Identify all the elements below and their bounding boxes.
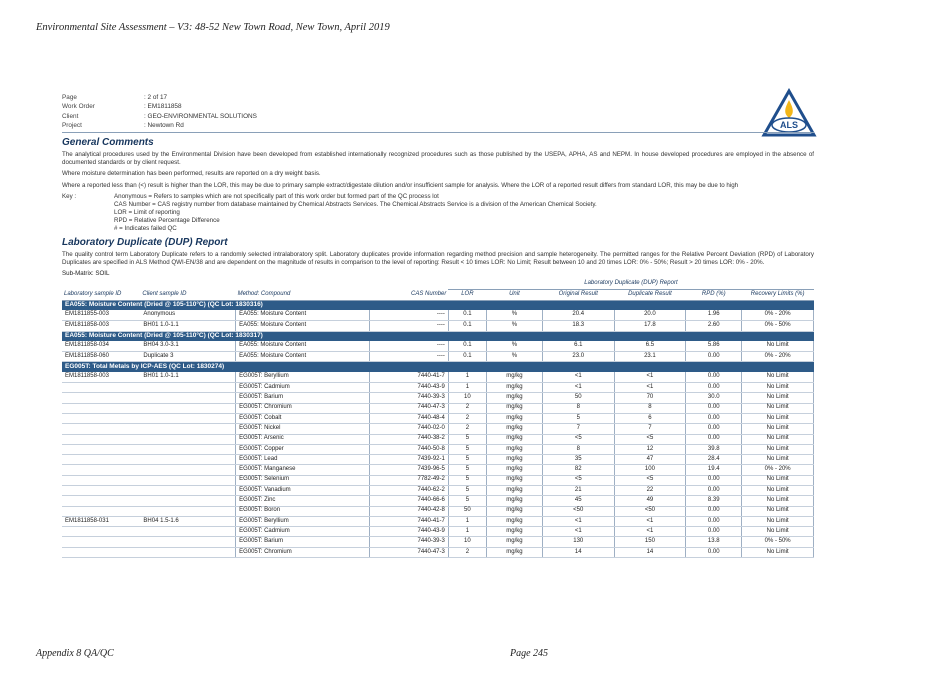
table-cell: EG005T: Copper [236,444,370,454]
meta-value: : GEO-ENVIRONMENTAL SOLUTIONS [144,112,257,120]
table-cell: EG005T: Manganese [236,465,370,475]
general-paragraph-2: Where moisture determination has been performed, results are reported on a dry weight basis. [62,170,321,178]
column-header: Unit [486,289,542,300]
column-header: Client sample ID [140,289,235,300]
table-cell [140,547,235,557]
table-cell: 130 [542,537,614,547]
table-cell: 8 [542,403,614,413]
table-row [62,393,814,403]
meta-key: Work Order [62,103,95,111]
table-cell: 5 [448,496,486,506]
table-cell: 7440-42-8 [370,506,448,516]
table-cell [62,393,140,403]
table-cell: No Limit [742,516,814,526]
duplicate-results-table [62,279,814,558]
key-item: # = Indicates failed QC [114,224,177,232]
footer-appendix: Appendix 8 QA/QC [36,648,114,659]
table-cell [62,506,140,516]
table-cell: EG005T: Vanadium [236,486,370,496]
table-body [62,300,814,557]
table-cell: 1 [448,372,486,382]
table-cell: mg/kg [486,383,542,393]
table-cell [140,444,235,454]
table-cell: 7440-47-3 [370,547,448,557]
table-cell: 0.00 [686,434,742,444]
table-cell: 50 [448,506,486,516]
table-cell: 5 [448,444,486,454]
table-cell: No Limit [742,403,814,413]
table-cell: 22 [614,486,686,496]
table-cell: 7439-92-1 [370,455,448,465]
table-cell [62,383,140,393]
report-meta [62,94,814,130]
table-cell: BH04 3.0-3.1 [140,341,235,351]
table-cell: <1 [542,383,614,393]
table-cell: mg/kg [486,403,542,413]
table-cell [140,424,235,434]
table-row [62,527,814,537]
table-row [62,403,814,413]
table-cell: 39.8 [686,444,742,454]
table-cell: <5 [542,475,614,485]
table-cell: <1 [542,516,614,526]
table-cell: Anonymous [140,310,235,320]
table-cell [62,527,140,537]
table-cell: 7440-62-2 [370,486,448,496]
table-cell: BH04 1.5-1.6 [140,516,235,526]
table-row [62,547,814,557]
table-cell: 30.0 [686,393,742,403]
table-cell: <1 [614,516,686,526]
qc-lot-section [62,362,814,372]
table-cell: 0.00 [686,506,742,516]
table-cell: mg/kg [486,465,542,475]
table-cell: <50 [542,506,614,516]
table-cell: 8.39 [686,496,742,506]
table-cell: No Limit [742,372,814,382]
table-cell: EG005T: Cadmium [236,527,370,537]
table-cell: EA055: Moisture Content [236,341,370,351]
meta-value: : 2 of 17 [144,94,168,101]
table-cell: 0.00 [686,516,742,526]
table-cell: No Limit [742,341,814,351]
table-cell: 20.0 [614,310,686,320]
table-cell: mg/kg [486,496,542,506]
table-cell: 0.00 [686,424,742,434]
table-cell: 1 [448,516,486,526]
table-cell: 21 [542,486,614,496]
table-cell: 0.00 [686,547,742,557]
table-cell: EG005T: Selenium [236,475,370,485]
table-cell: % [486,352,542,362]
section-title: EA055: Moisture Content (Dried @ 105-110°C) (QC Lot: 1830316) [62,300,814,310]
table-cell: No Limit [742,506,814,516]
table-cell: 28.4 [686,455,742,465]
table-cell: EM1811855-003 [62,310,140,320]
table-cell: 0% - 20% [742,310,814,320]
table-cell [62,403,140,413]
table-cell: 0.00 [686,403,742,413]
table-cell: mg/kg [486,475,542,485]
table-cell: 7440-02-0 [370,424,448,434]
column-header: RPD (%) [686,289,742,300]
table-cell: 5.86 [686,341,742,351]
table-cell [62,455,140,465]
qc-lot-section [62,300,814,310]
table-row [62,372,814,382]
table-row [62,537,814,547]
table-cell: EG005T: Barium [236,537,370,547]
table-cell: <1 [614,383,686,393]
table-cell: EG005T: Boron [236,506,370,516]
table-cell: 6.5 [614,341,686,351]
table-cell: No Limit [742,444,814,454]
table-cell: EG005T: Chromium [236,403,370,413]
key-legend [62,193,814,233]
table-cell: 1 [448,527,486,537]
table-cell: <5 [614,475,686,485]
table-cell [62,475,140,485]
table-cell: 5 [542,413,614,423]
table-cell: 23.0 [542,352,614,362]
table-cell: BH01 1.0-1.1 [140,372,235,382]
table-cell: 2 [448,413,486,423]
table-cell: No Limit [742,527,814,537]
table-cell: 23.1 [614,352,686,362]
document-running-header: Environmental Site Assessment – V3: 48-52 New Town Road, New Town, April 2019 [36,22,390,33]
table-cell: 0.1 [448,341,486,351]
table-cell: EA055: Moisture Content [236,321,370,331]
table-cell: mg/kg [486,506,542,516]
table-cell: 10 [448,537,486,547]
table-cell: EG005T: Barium [236,393,370,403]
table-cell: ---- [370,321,448,331]
table-cell: 2 [448,403,486,413]
table-cell: 0.1 [448,352,486,362]
table-cell: <5 [614,434,686,444]
table-cell: 13.8 [686,537,742,547]
table-row [62,321,814,331]
section-title: EA055: Moisture Content (Dried @ 105-110°C) (QC Lot: 1830317) [62,331,814,341]
table-cell: 35 [542,455,614,465]
table-cell: 7782-49-2 [370,475,448,485]
table-cell: EG005T: Nickel [236,424,370,434]
meta-key: Client [62,112,79,120]
table-cell: 7440-66-6 [370,496,448,506]
table-cell: 7440-47-3 [370,403,448,413]
table-cell: mg/kg [486,372,542,382]
key-label: Key : [62,192,77,200]
meta-key: Project [62,121,82,129]
table-cell: 12 [614,444,686,454]
table-cell: 5 [448,475,486,485]
table-cell: EG005T: Arsenic [236,434,370,444]
table-cell: mg/kg [486,486,542,496]
table-cell [62,413,140,423]
table-row [62,310,814,320]
key-item: RPD = Relative Percentage Difference [114,216,220,224]
column-header: LOR [448,289,486,300]
table-cell: EM1811858-060 [62,352,140,362]
table-row [62,413,814,423]
column-header: Duplicate Result [614,289,686,300]
table-cell: 6.1 [542,341,614,351]
table-cell: 10 [448,393,486,403]
table-cell: 7440-50-8 [370,444,448,454]
table-cell: 0.00 [686,527,742,537]
table-cell [140,537,235,547]
table-cell: 0% - 50% [742,537,814,547]
table-cell [140,383,235,393]
column-header: Method: Compound [236,289,370,300]
table-cell [140,527,235,537]
meta-divider [62,132,814,133]
general-paragraph-3: Where a reported less than (<) result is higher than the LOR, this may be due to primary sample extract/digestate dilution and/or insufficient sample for analysis. Where the LOR of a reported result differs from standard LOR, this may be due to high [62,181,739,189]
table-row [62,475,814,485]
table-cell: 8 [542,444,614,454]
table-cell: EG005T: Cadmium [236,383,370,393]
table-cell: 7440-48-4 [370,413,448,423]
table-cell: 7440-39-3 [370,537,448,547]
table-cell: EG005T: Cobalt [236,413,370,423]
table-row [62,486,814,496]
lab-report [62,94,814,558]
table-cell: EG005T: Chromium [236,547,370,557]
general-paragraph-1: The analytical procedures used by the Environmental Division have been developed from established internationally recognized procedures such as those published by the USEPA, APHA, AS and NEPM. In house developed procedures are employed in the absence of documented standards or by client request. [62,151,814,167]
table-cell: No Limit [742,486,814,496]
table-cell: mg/kg [486,516,542,526]
meta-value: : EM1811858 [144,103,182,111]
table-cell: 20.4 [542,310,614,320]
table-cell: 50 [542,393,614,403]
table-cell: ---- [370,341,448,351]
table-cell: ---- [370,352,448,362]
table-cell: mg/kg [486,547,542,557]
table-row [62,444,814,454]
table-cell: 0.1 [448,310,486,320]
table-cell: % [486,321,542,331]
table-cell [140,434,235,444]
table-row [62,455,814,465]
table-cell: 0.00 [686,372,742,382]
table-cell: EM1811858-031 [62,516,140,526]
table-cell [62,444,140,454]
table-cell: 150 [614,537,686,547]
table-cell: 7440-39-3 [370,393,448,403]
table-cell: 1 [448,383,486,393]
table-cell: No Limit [742,424,814,434]
table-cell: 82 [542,465,614,475]
table-cell: 0.00 [686,352,742,362]
table-cell: BH01 1.0-1.1 [140,321,235,331]
table-cell: 47 [614,455,686,465]
column-header: CAS Number [370,289,448,300]
table-cell: 7439-96-5 [370,465,448,475]
table-cell: <5 [542,434,614,444]
table-cell: 5 [448,434,486,444]
table-cell: 70 [614,393,686,403]
table-cell: <1 [614,527,686,537]
table-cell [62,486,140,496]
table-cell: EG005T: Beryllium [236,372,370,382]
table-cell [62,424,140,434]
table-cell: No Limit [742,434,814,444]
table-cell [62,465,140,475]
table-cell: EM1811858-003 [62,372,140,382]
dup-report-title: Laboratory Duplicate (DUP) Report [62,236,228,248]
general-comments-title: General Comments [62,137,154,149]
table-cell: mg/kg [486,537,542,547]
table-row [62,424,814,434]
table-cell: <1 [542,372,614,382]
key-item: CAS Number = CAS registry number from database maintained by Chemical Abstracts Services. The Chemical Abstracts Service is a division of the American Chemical Society. [114,200,597,208]
table-row [62,516,814,526]
table-cell: 2 [448,547,486,557]
table-cell: 0.00 [686,486,742,496]
table-cell: 7440-43-9 [370,527,448,537]
table-row [62,465,814,475]
table-group-header: Laboratory Duplicate (DUP) Report [448,279,813,289]
table-cell: % [486,310,542,320]
table-cell [62,434,140,444]
table-cell: 14 [542,547,614,557]
table-cell: 0% - 20% [742,352,814,362]
table-cell: 19.4 [686,465,742,475]
table-cell: <50 [614,506,686,516]
table-cell: mg/kg [486,455,542,465]
table-cell [140,455,235,465]
table-cell: 7440-38-2 [370,434,448,444]
table-cell: 0.00 [686,413,742,423]
table-row [62,341,814,351]
table-cell: No Limit [742,475,814,485]
table-cell: mg/kg [486,444,542,454]
table-cell: 5 [448,455,486,465]
table-row [62,352,814,362]
table-cell: 6 [614,413,686,423]
table-cell: EG005T: Beryllium [236,516,370,526]
table-cell: EA055: Moisture Content [236,352,370,362]
table-cell [140,403,235,413]
table-cell: 7440-41-7 [370,516,448,526]
table-cell: No Limit [742,413,814,423]
section-title: EG005T: Total Metals by ICP-AES (QC Lot: 1830274) [62,362,814,372]
table-cell [62,537,140,547]
table-cell: EG005T: Lead [236,455,370,465]
table-cell [140,506,235,516]
table-cell: No Limit [742,455,814,465]
table-cell: No Limit [742,496,814,506]
table-cell: mg/kg [486,424,542,434]
table-cell: No Limit [742,547,814,557]
table-cell [140,465,235,475]
table-cell: 14 [614,547,686,557]
table-cell: 2.60 [686,321,742,331]
table-cell: 2 [448,424,486,434]
table-cell: 1.96 [686,310,742,320]
table-cell: EM1811858-003 [62,321,140,331]
column-header: Laboratory sample ID [62,289,140,300]
table-cell: EM1811858-034 [62,341,140,351]
table-row [62,496,814,506]
sub-matrix-label: Sub-Matrix: SOIL [62,270,110,277]
table-cell: 0.1 [448,321,486,331]
table-cell [62,496,140,506]
table-cell: 7440-41-7 [370,372,448,382]
table-cell: mg/kg [486,527,542,537]
table-cell: No Limit [742,383,814,393]
column-header: Original Result [542,289,614,300]
table-cell: 49 [614,496,686,506]
table-cell: 7440-43-9 [370,383,448,393]
table-cell: mg/kg [486,393,542,403]
table-cell: 0% - 20% [742,465,814,475]
svg-text:ALS: ALS [780,120,798,130]
meta-value: : Newtown Rd [144,121,184,129]
table-cell: 7 [614,424,686,434]
table-cell: 0% - 50% [742,321,814,331]
table-cell: 5 [448,465,486,475]
table-cell: 17.8 [614,321,686,331]
table-cell [140,393,235,403]
table-cell: <1 [614,372,686,382]
table-cell: 8 [614,403,686,413]
table-cell: 0.00 [686,383,742,393]
table-cell: 5 [448,486,486,496]
table-cell [140,475,235,485]
column-header: Recovery Limits (%) [742,289,814,300]
table-row [62,383,814,393]
key-item: LOR = Limit of reporting [114,208,180,216]
table-cell: mg/kg [486,434,542,444]
dup-paragraph: The quality control term Laboratory Duplicate refers to a randomly selected intralaboratory split. Laboratory duplicates provide information regarding method precision and sample heterogeneity. The permitted ranges for the Relative Percent Deviation (RPD) of Laboratory Duplicates are specified in ALS Method QWI-EN/38 and are dependent on the magnitude of results in comparison to the level of reporting: Result < 10 times LOR: No Limit; Result between 10 and 20 times LOR: 0% - 50%; Result > 20 times LOR: 0% - 20%. [62,250,814,266]
table-cell: 7 [542,424,614,434]
table-cell: EG005T: Zinc [236,496,370,506]
key-item: Anonymous = Refers to samples which are not specifically part of this work order but formed part of the QC process lot [114,192,439,200]
table-cell: % [486,341,542,351]
table-cell: Duplicate 3 [140,352,235,362]
qc-lot-section [62,331,814,341]
table-cell: 18.3 [542,321,614,331]
table-row [62,434,814,444]
table-cell: mg/kg [486,413,542,423]
footer-page-number: Page 245 [510,648,549,659]
meta-key: Page [62,94,77,101]
table-cell: ---- [370,310,448,320]
table-column-headers [62,289,814,300]
table-cell: 45 [542,496,614,506]
table-cell: 0.00 [686,475,742,485]
table-row [62,506,814,516]
table-cell: No Limit [742,393,814,403]
table-cell: EA055: Moisture Content [236,310,370,320]
table-cell [62,547,140,557]
table-cell [140,486,235,496]
table-cell: <1 [542,527,614,537]
table-cell [140,496,235,506]
table-cell [140,413,235,423]
key-list [114,193,814,233]
table-cell: 100 [614,465,686,475]
